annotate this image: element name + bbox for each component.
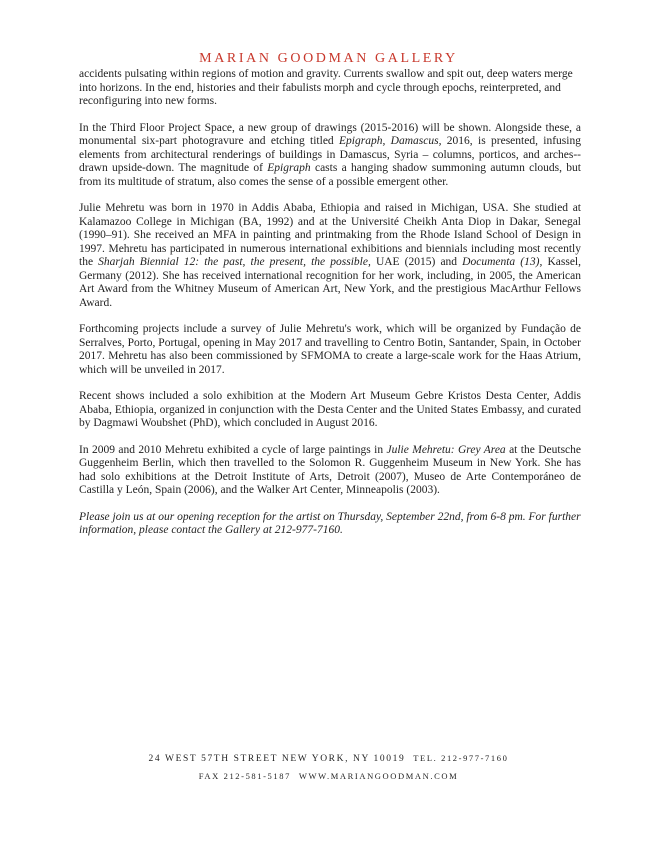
text-segment: In 2009 and 2010 Mehretu exhibited a cycle of large paintings in — [79, 443, 387, 456]
text-segment: In the Third Floor Project Space, a new group of drawings (2015-2016) will be shown. Alongside these, a monumental six-part photogravure and etching titled — [79, 121, 581, 147]
paragraph-past-exhibitions — [79, 444, 581, 498]
text-segment: 2016, is presented, infusing elements from architectural renderings of buildings in Damascus, Syria – columns, porticos, and arches-- drawn upside-down. The magnitude of — [79, 135, 581, 174]
text-segment: at the Deutsche Guggenheim Berlin, which then travelled to the Solomon R. Guggenheim Museum in New York. She has had solo exhibitions at the Detroit Institute of Arts, Detroit (2007), Museo de Arte Contemporáneo de Castilla y León, Spain (2006), and the Walker Art Center, Minneapolis (2003). — [79, 443, 582, 496]
exhibition-title: Sharjah Biennial 12: the past, the present, the possible, — [98, 256, 371, 268]
text-segment: casts a hanging shadow summoning autumn clouds, but from its multitude of stratum, also comes the sense of a possible emergent other. — [79, 162, 581, 188]
exhibition-title: Documenta (13), — [462, 256, 543, 268]
paragraph-biography — [79, 202, 581, 310]
footer-website: WWW.MARIANGOODMAN.COM — [298, 771, 459, 781]
press-release-body — [79, 68, 581, 551]
paragraph-third-floor — [79, 122, 581, 190]
footer-fax: FAX 212-581-5187 — [198, 771, 291, 781]
paragraph-forthcoming: Forthcoming projects include a survey of Julie Mehretu's work, which will be organized by Fundação de Serralves, Porto, Portugal, opening in May 2017 and travelling to Centro Botin, Santander, Spain, in October 2017. Mehretu has also been commissioned by SFMOMA to create a large-scale work for the Haas Atrium, which will be unveiled in 2017. — [79, 323, 581, 376]
artwork-title: Epigraph — [267, 162, 311, 174]
footer-address: 24 WEST 57TH STREET NEW YORK, NY 10019 — [148, 754, 406, 764]
footer-telephone: TEL. 212-977-7160 — [413, 753, 509, 763]
footer-contact-line — [0, 771, 657, 782]
text-segment: UAE (2015) and — [370, 256, 463, 268]
gallery-letterhead: MARIAN GOODMAN GALLERY — [199, 51, 458, 66]
text-segment: Kassel, Germany (2012). She has received international recognition for her work, including, in 2005, the American Art Award from the Whitney Museum of American Art, New York, and the prestigious MacArthur Fellows Award. — [79, 256, 581, 309]
paragraph-recent-shows: Recent shows included a solo exhibition at the Modern Art Museum Gebre Kristos Desta Center, Addis Ababa, Ethiopia, organized in conjunction with the Desta Center and the United States Embassy, and curated by Dagmawi Woubshet (PhD), which concluded in August 2016. — [79, 390, 581, 429]
paragraph-invitation: Please join us at our opening reception for the artist on Thursday, September 22nd, from 6-8 pm. For further information, please contact the Gallery at 212-977-7160. — [79, 510, 581, 536]
exhibition-title: Julie Mehretu: Grey Area — [386, 443, 506, 456]
artwork-title: Epigraph, Damascus, — [339, 135, 442, 147]
text-segment: Julie Mehretu was born in 1970 in Addis Ababa, Ethiopia and raised in Michigan, USA. She studied at Kalamazoo College in Michigan (BA, 1992) and at the Université Cheikh Anta Diop in Dakar, Senegal (1990–91). She received an MFA in painting and printmaking from the Rhode Island School of Design in 1997. Mehretu has participated in numerous international exhibitions and biennials including most recently the — [79, 202, 581, 268]
footer-address-line — [0, 753, 657, 764]
paragraph-description-end: accidents pulsating within regions of motion and gravity. Currents swallow and spit out, deep waters merge into horizons. In the end, histories and their fabulists morph and cycle through epochs, reinterpreted, and reconfiguring into new forms. — [79, 68, 573, 107]
